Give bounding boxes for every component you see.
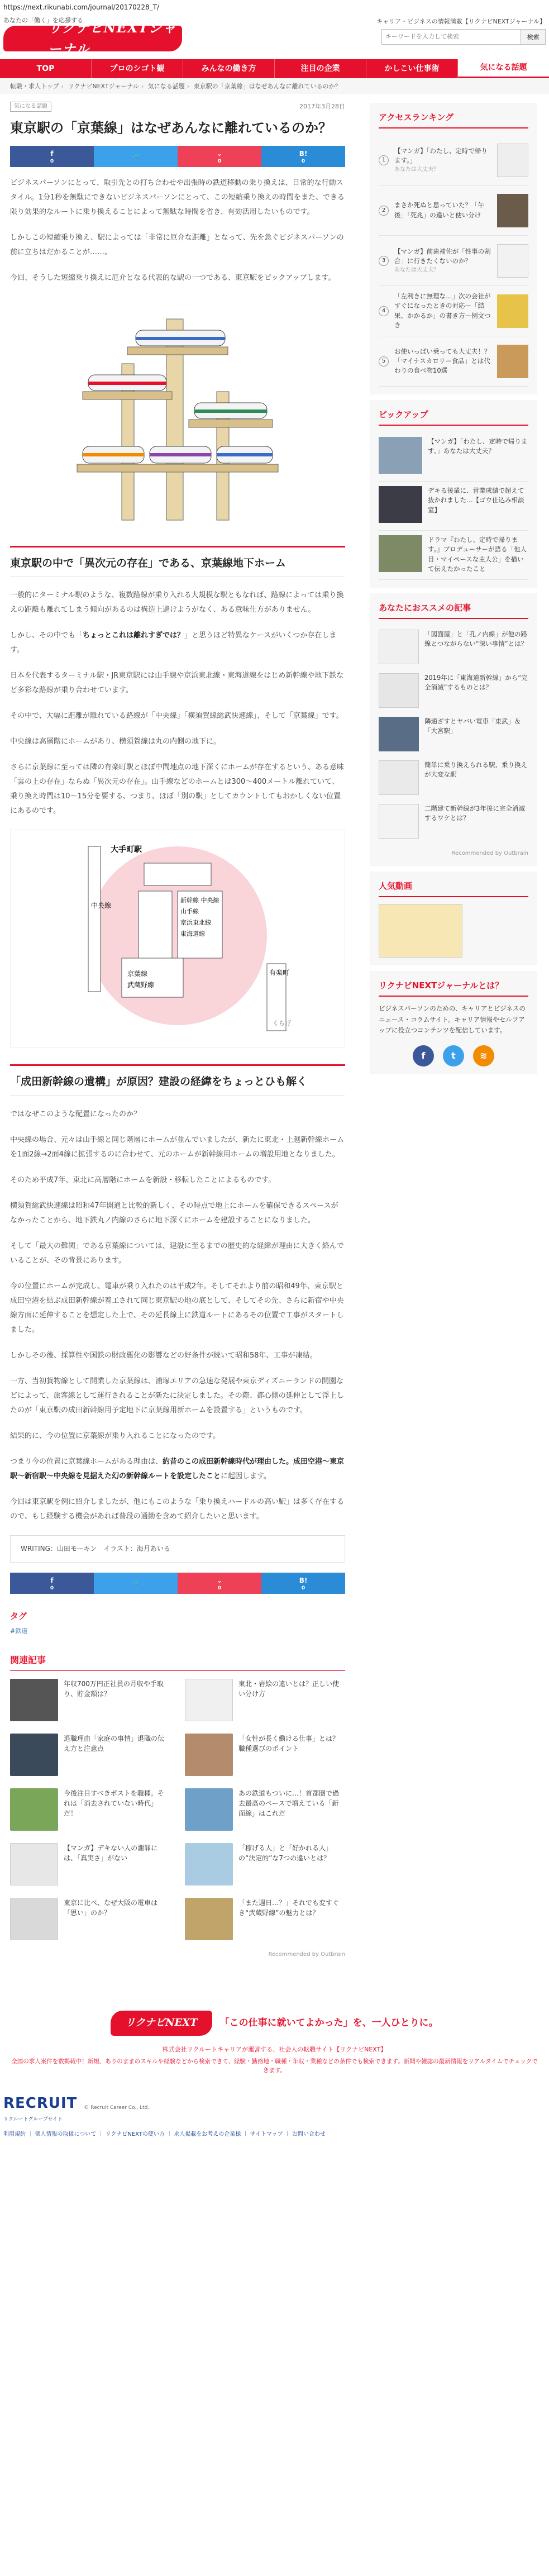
breadcrumb: 転職・求人トップ › リクナビNEXTジャーナル › 気になる話題 › 東京駅の「京葉線」はなぜあんなに離れているのか？: [0, 78, 549, 94]
related-title: 関連記事: [10, 1653, 345, 1672]
thumbnail: [379, 804, 419, 839]
map-label-ote: 大手町駅: [111, 845, 142, 855]
related-item[interactable]: 年収700万円正社員の月収や手取り、貯金額は？: [10, 1679, 170, 1726]
outbrain-label[interactable]: Recommended by Outbrain: [268, 1951, 345, 1958]
pocket-share-button[interactable]: ⌄ 0: [178, 146, 261, 167]
search-box: [376, 29, 546, 45]
hatena-icon: B!: [299, 1576, 308, 1584]
search-input[interactable]: [381, 29, 521, 45]
pickup-box: [370, 400, 537, 588]
paragraph: しかしその後、採算性や国鉄の財政悪化の影響などの好条件が続いて昭和58年、工事が凍結。: [10, 1351, 317, 1360]
twitter-share-button[interactable]: [94, 146, 178, 167]
paragraph: 今回は東京駅を例に紹介しましたが、他にもこのような「乗り換えハードルの高い駅」は多く存在するので、もし経験する機会があれば普段の通勤を含めて紹介したいと思います。: [10, 1497, 345, 1521]
nav-professional[interactable]: プロのシゴト観: [92, 59, 183, 78]
thumbnail: [497, 144, 528, 177]
map-label-yurakucho: 有楽町: [269, 969, 290, 977]
video-box: [370, 872, 537, 965]
svg-text:武蔵野線: 武蔵野線: [127, 981, 155, 989]
paragraph: 日本を代表するターミナル駅・JR東京駅には山手線や京浜東北線・東海道線をはじめ新幹線や地下鉄など多彩な路線が乗り合わせています。: [10, 672, 344, 695]
related-item[interactable]: あの鉄道もついに…！首都圏で過去最高のペースで増えている「新面線」はこれだ: [185, 1788, 345, 1835]
paragraph: 一般的にターミナル駅のような、複数路線が乗り入れる大規模な駅ともなれば、路線によっては乗り換えの距離も離れてしまう傾向があるのは構造上避けようがなく、ある意味仕方がありません。: [10, 591, 344, 615]
paragraph: さらに京葉線に至っては隣の有楽町駅とほぼ中間地点の地下深くにホームが存在するという、ある意味「雲の上の存在」ならぬ「異次元の存在」。山手線などのホームとは300～400メートル離れていて、乗り換え時間は10～15分を要する、つまり、ほぼ「別の駅」としてカウントしてもおかしくない位置にあるのです。: [10, 763, 345, 816]
about-box: [370, 971, 537, 1074]
paragraph: ではなぜこのような配置になったのか？: [10, 1110, 141, 1118]
related-item[interactable]: 【マンガ】デキない人の謝罪には、「真実さ」がない: [10, 1843, 170, 1890]
thumbnail: [185, 1843, 233, 1885]
thumbnail: [10, 1734, 58, 1776]
paragraph: そのため平成7年、東北に高層階にホームを新設・移転したことによるものです。: [10, 1175, 276, 1184]
recommend-item[interactable]: 簡単に乗り換えられる駅、乗り換えが大変な駅: [379, 756, 528, 800]
ranking-item[interactable]: 3 【マンガ】前歯補佐が「性事の割合」に行きたくないのか？ あなたは大丈夫？: [379, 236, 528, 286]
video-title: 人気動画: [379, 879, 528, 897]
category-badge[interactable]: 気になる話題: [10, 102, 51, 112]
hatena-share-button[interactable]: B! 0: [261, 1573, 345, 1594]
pocket-icon: ⌄: [216, 1576, 223, 1584]
footer-links[interactable]: 利用規約 ｜ 個人情報の取扱について ｜ リクナビNEXTの使い方 ｜ 求人掲載をお考えの企業様 ｜ サイトマップ ｜ お問い合わせ: [3, 2131, 326, 2138]
nav-companies[interactable]: 注目の企業: [275, 59, 366, 78]
share-bar-top: [10, 146, 345, 167]
facebook-share-button[interactable]: f 0: [10, 146, 94, 167]
thumbnail: [379, 717, 419, 751]
thumbnail: [379, 535, 422, 572]
thumbnail: [379, 486, 422, 523]
footer-logo-mark[interactable]: リクナビNEXT: [111, 2011, 212, 2036]
article-date: 2017年3月28日: [299, 103, 345, 110]
map-label-yokosuka: 京葉線: [127, 970, 148, 978]
paragraph: つまり今の位置に京葉線ホームがある理由は、約昔のこの成田新幹線時代が理由した。成田空港～東京駅～新宿駅～中央線を見据えた幻の新幹線ルートを設定したことに起因します。: [10, 1457, 345, 1480]
related-item[interactable]: 「また週日…？」それでも変すぐき“武蔵野線”の魅力とは？: [185, 1898, 345, 1945]
thumbnail: [185, 1898, 233, 1940]
related-list: [10, 1679, 345, 1945]
facebook-icon: f: [50, 1576, 54, 1584]
paragraph: ビジネスパーソンにとって、取引先との打ち合わせや出張時の鉄道移動の乗り換えは、日常的な行動スタイル。1分1秒を無駄にできないビジネスパーソンにとって、この短縮乗り換えの時間をまた、できる限り効果的なルートに乗り換えることによって無駄な時間を省き、有効活用したいものです。: [10, 178, 345, 216]
paragraph: しかし、その中でも「ちょっとこれは離れすぎでは？」と思うほど特異なケースがいくつか存在します。: [10, 631, 337, 655]
paragraph: その中で、大幅に距離が離れている路線が「中央線」「横須賀線総武快速線」、そして「京葉線」です。: [10, 712, 343, 721]
station-map: [10, 830, 345, 1047]
thumbnail: [10, 1788, 58, 1831]
recruit-logo[interactable]: RECRUIT: [3, 2095, 78, 2112]
paragraph: 中央線の場合、元々は山手線と同じ階層にホームが並んでいましたが、新たに東北・上越新幹線ホームを1面2線→2面4線に拡張するのに合わせて、元のホームが新幹線用ホームの増設用地となりました。: [10, 1135, 345, 1159]
nav-workstyle[interactable]: みんなの働き方: [183, 59, 275, 78]
footer-description: 全国の求人案件を数掲載中！新規、ありのままのスキルや経験などから検索できて、経験・勤務地・職種・年収・業種などの条件でも検索できます。新聞や雑誌の最新情報をリアルタイムでチェックできます。: [11, 2058, 538, 2074]
paragraph: 今回、そうした短縮乗り換えに厄介となる代表的な駅の一つである、東京駅をピックアップします。: [10, 273, 336, 282]
thumbnail: [379, 760, 419, 795]
pickup-title: ピックアップ: [379, 408, 528, 426]
ranking-item[interactable]: 5 お使いっぱい乗っても大丈夫！？「マイナスカロリー食品」とは代わりの食べ物10選: [379, 336, 528, 387]
pickup-item[interactable]: ドラマ『わたし、定時で帰ります。』プロデューサーが語る「他人目・マイペースな主人公」を描いて伝えたかったこと: [379, 531, 528, 580]
paragraph: 結果的に、今の位置に京葉線が乗り入れることになったのです。: [10, 1431, 220, 1440]
recruit-row: [0, 2082, 549, 2127]
footer: [0, 1997, 549, 2082]
emphasis: 約昔のこの成田新幹線時代が理由した。成田空港～東京駅～新宿駅～中央線を見据えた幻の新幹線ルートを設定したこと: [10, 1457, 345, 1480]
svg-text:東海道線: 東海道線: [180, 930, 205, 938]
recommend-item[interactable]: 「図面屋」と「孔ノ内線」が他の路線とつながらない“深い事情”とは？: [379, 626, 528, 669]
breadcrumb-current: 東京駅の「京葉線」はなぜあんなに離れているのか？: [193, 83, 341, 90]
social-links: [379, 1045, 528, 1066]
facebook-icon: f: [50, 149, 54, 158]
paragraph: 中央線は高層階にホームがあり、横須賀線は丸の内側の地下に。: [10, 737, 221, 746]
rss-icon[interactable]: ≋: [473, 1045, 494, 1066]
related-item[interactable]: 東京に比べ、なぜ大阪の電車は「思い」のか？: [10, 1898, 170, 1945]
ranking-item[interactable]: 1 【マンガ】「わたし、定時で帰ります。」 あなたは大丈夫？: [379, 135, 528, 185]
breadcrumb-item[interactable]: リクナビNEXTジャーナル: [68, 83, 139, 90]
about-title: リクナビNEXTジャーナルとは？: [379, 979, 528, 997]
ranking-title: アクセスランキング: [379, 111, 528, 128]
sidebar: [370, 97, 537, 1964]
facebook-icon[interactable]: f: [413, 1045, 434, 1066]
twitter-icon: 🐦: [131, 152, 140, 160]
main-nav: [0, 59, 549, 78]
header-right-text: キャリア・ビジネスの情報満載【リクナビNEXTジャーナル】: [376, 18, 546, 25]
thumbnail: [185, 1679, 233, 1721]
main-column: [10, 97, 345, 1964]
thumbnail: [497, 294, 528, 328]
pickup-item[interactable]: 【マンガ】「わたし、定時で帰ります。」あなたは大丈夫？: [379, 432, 528, 482]
facebook-share-button[interactable]: f 0: [10, 1573, 94, 1594]
footer-company: 株式会社リクルートキャリアが運営する、社会人の転職サイト【リクナビNEXT】: [162, 2045, 387, 2053]
ranking-item[interactable]: 2 まさか死ぬと思っていた？「午後」「死兆」の違いと使い分け: [379, 185, 528, 236]
breadcrumb-item[interactable]: 転職・求人トップ: [10, 83, 59, 90]
article-title: 東京駅の「京葉線」はなぜあんなに離れているのか？: [10, 120, 332, 136]
tag-link[interactable]: #鉄道: [10, 1627, 28, 1635]
related-item[interactable]: 東北・岩絵の違いとは？正しい使い分け方: [185, 1679, 345, 1726]
tags-title: タグ: [10, 1611, 27, 1621]
ranking-box: [370, 103, 537, 394]
section-heading: 東京駅の中で「異次元の存在」である、京葉線地下ホーム: [10, 546, 345, 578]
nav-topics[interactable]: 気になる話題: [458, 59, 549, 78]
emphasis: ちょっとこれは離れすぎでは？: [83, 631, 185, 640]
recommend-item[interactable]: 隣通ざすとヤバい電車「東武」＆「大宮駅」: [379, 713, 528, 756]
url-bar[interactable]: https://next.rikunabi.com/journal/20170228_T/: [3, 3, 160, 11]
paragraph: 今の位置にホームが完成し、電車が乗り入れたのは平成2年。そしてそれより前の昭和49年、東京駅と成田空港を結ぶ成田新幹線が着工されて同じ東京駅の地の底として、そしてその先、さらに新宿や中央線方面に延伸することを想定した上で、その延長線上に鉄道ルートにあるその位置で工事がスタートしました。: [10, 1282, 344, 1334]
twitter-icon: 🐦: [131, 1579, 140, 1587]
article-credit: WRITING：山田モーキン イラスト：海月あいる: [10, 1535, 345, 1563]
recommend-item[interactable]: 二階建て新幹線が3年後に完全消滅するワケとは？: [379, 800, 528, 844]
svg-text:くらげ: くらげ: [273, 1020, 291, 1027]
recommend-title: あなたにおススメの記事: [379, 601, 528, 619]
thumbnail: [10, 1898, 58, 1940]
thumbnail: [497, 345, 528, 378]
ranking-item[interactable]: 4 「左利きに無理な…」次の会社がすぐになったときの対応ー「結果、かかるか」の書き方ー例文つき: [379, 286, 528, 336]
breadcrumb-item[interactable]: 気になる話題: [147, 83, 185, 90]
pocket-share-button[interactable]: ⌄ 0: [178, 1573, 261, 1594]
thumbnail: [379, 630, 419, 664]
related-item[interactable]: 「稼げる人」と「好かれる人」の“決定的”な7つの違いとは？: [185, 1843, 345, 1890]
thumbnail: [10, 1679, 58, 1721]
search-button[interactable]: 検索: [521, 29, 546, 45]
thumbnail: [379, 673, 419, 708]
paragraph: 一方、当初貨物線として開業した京葉線は、浦塚エリアの急速な発展や東京ディズニーランドの開園などによって、旅客線として運行されることが新たに決定しました。その際、都心側の延伸として浮上したのが「東京駅の成田新幹線用予定地下に京葉線用新ホームを設置する」というものです。: [10, 1377, 344, 1415]
hatena-icon: B!: [299, 149, 308, 158]
thumbnail: [185, 1734, 233, 1776]
twitter-icon[interactable]: t: [443, 1045, 464, 1066]
nav-top[interactable]: TOP: [0, 59, 92, 78]
map-label-chuo: 中央線: [91, 902, 112, 910]
tower-illustration: [60, 297, 295, 531]
section-heading: 「成田新幹線の遺構」が原因？建設の経緯をちょっとひも解く: [10, 1064, 345, 1096]
site-tagline: あなたの「働く」を応援する: [3, 17, 83, 24]
thumbnail: [497, 194, 528, 227]
paragraph: そして「最大の難関」である京葉線については、建設に至るまでの歴史的な経緯が理由に大きく絡んでいることが、その背景にあります。: [10, 1241, 344, 1265]
paragraph: しかしこの短縮乗り換え、駅によっては「非常に厄介な距離」となって、先を急ぐビジネスパーソンの前に立ちはだかることが……。: [10, 233, 344, 256]
related-item[interactable]: 退職理由「家庭の事情」退職の伝え方と注意点: [10, 1734, 170, 1780]
thumbnail: [497, 244, 528, 278]
pocket-icon: ⌄: [216, 149, 223, 158]
recommend-box: [370, 593, 537, 866]
thumbnail: [379, 437, 422, 474]
video-thumbnail[interactable]: [379, 904, 462, 958]
about-text: ビジネスパーソンのための、キャリアとビジネスのニュース・コラムサイト。キャリア情報やセルフアップに役立つコンテンツを配信しています。: [379, 1004, 526, 1035]
related-item[interactable]: 「女性が長く働ける仕事」とは？職種選びのポイント: [185, 1734, 345, 1780]
share-bar-bottom: [10, 1573, 345, 1594]
related-item[interactable]: 今後注目すべきポストを職種。それは「消去されていない時代」だ！: [10, 1788, 170, 1835]
header-right: [376, 17, 546, 45]
svg-text:山手線: 山手線: [180, 908, 199, 916]
outbrain-label[interactable]: Recommended by Outbrain: [451, 850, 528, 856]
site-header: [0, 12, 549, 59]
footer-catch: 「この仕事に就いてよかった」を、一人ひとりに。: [219, 2017, 438, 2029]
footer-logo: [111, 2011, 438, 2036]
twitter-share-button[interactable]: [94, 1573, 178, 1594]
map-label-group: 新幹線 中央線: [180, 897, 219, 904]
thumbnail: [10, 1843, 58, 1885]
recruit-sub: リクルートグループサイト: [3, 2116, 63, 2122]
recommend-item[interactable]: 2019年に「東海道新幹線」から“完全消滅”するものとは？: [379, 669, 528, 713]
article: [10, 97, 345, 1964]
nav-worktips[interactable]: かしこい仕事術: [366, 59, 458, 78]
hatena-share-button[interactable]: B! 0: [261, 146, 345, 167]
pickup-item[interactable]: デキる後輩に、営業成績で超えて抜かれました…【ゴウ仕込み相談室】: [379, 482, 528, 531]
thumbnail: [185, 1788, 233, 1831]
copyright: © Recruit Career Co., Ltd.: [84, 2104, 150, 2111]
site-logo[interactable]: リクナビNEXTジャーナル: [3, 26, 182, 51]
paragraph: 横須賀総武快速線は昭和47年開通と比較的新しく、その時点で地上にホームを確保できるスペースがなかったことから、地下鉄丸ノ内線のさらに地下深くにホームを建設することになりました。: [10, 1201, 338, 1225]
svg-text:京浜東北線: 京浜東北線: [180, 919, 211, 927]
